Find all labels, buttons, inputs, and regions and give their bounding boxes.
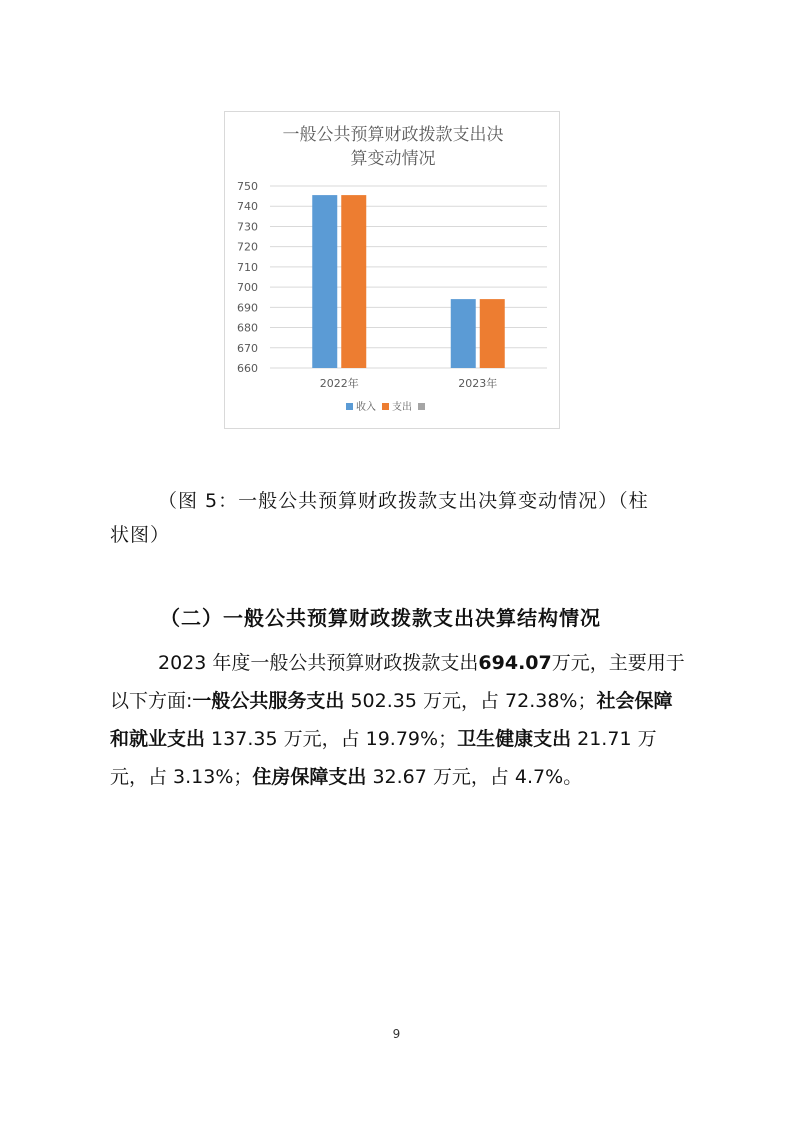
y-tick-label: 730 (237, 220, 258, 234)
para-intro-2: 万元，主要用于以下方面: (110, 652, 685, 712)
item-housing: 住房保障支出 (252, 766, 367, 788)
page-number: 9 (392, 1027, 401, 1041)
y-tick-label: 660 (237, 362, 258, 375)
y-tick-label: 680 (237, 321, 258, 335)
chart-title-line: 算变动情况 (350, 149, 436, 169)
chart-title-line: 一般公共预算财政拨款支出决 (282, 125, 504, 145)
y-tick-label: 720 (237, 240, 258, 254)
section-heading: （二）一般公共预算财政拨款支出决算结构情况 (160, 606, 601, 630)
para-intro: 2023 年度一般公共预算财政拨款支出 (158, 652, 479, 674)
item-housing-value: 32.67 万元，占 4.7%。 (366, 766, 583, 788)
bar (341, 195, 366, 368)
item-health: 卫生健康支出 (457, 728, 572, 750)
x-tick-label: 2022年 (319, 377, 359, 390)
bar (480, 299, 505, 368)
item-health-value: 21.71 万元，占 3.13%； (110, 728, 657, 788)
figure-caption (110, 484, 685, 552)
body-paragraph (110, 644, 685, 796)
y-tick-label: 740 (237, 200, 258, 214)
legend-swatch (346, 403, 353, 410)
legend-swatch (382, 403, 389, 410)
legend-label: 支出 (392, 402, 412, 413)
y-tick-label: 750 (237, 180, 258, 193)
item-social-security-value: 137.35 万元，占 19.79%； (205, 728, 458, 750)
bar (451, 299, 476, 368)
y-tick-label: 700 (237, 281, 258, 295)
y-tick-label: 670 (237, 341, 258, 355)
caption-line-2: 状图） (110, 524, 171, 546)
item-general-public-services: 一般公共服务支出 (192, 690, 345, 712)
item-social-security: 社会保障和就业支出 (110, 690, 673, 750)
x-tick-label: 2023年 (458, 377, 498, 390)
y-tick-label: 710 (237, 260, 258, 274)
total-amount: 694.07 (478, 652, 552, 674)
bar (312, 195, 337, 368)
item-general-public-services-value: 502.35 万元，占 72.38%； (344, 690, 597, 712)
bar-chart (224, 111, 560, 429)
legend-label: 收入 (356, 402, 376, 413)
y-tick-label: 690 (237, 301, 258, 315)
legend-swatch (418, 403, 425, 410)
caption-line-1: （图 5：一般公共预算财政拨款支出决算变动情况）（柱 (158, 490, 649, 512)
chart-canvas (225, 112, 561, 430)
